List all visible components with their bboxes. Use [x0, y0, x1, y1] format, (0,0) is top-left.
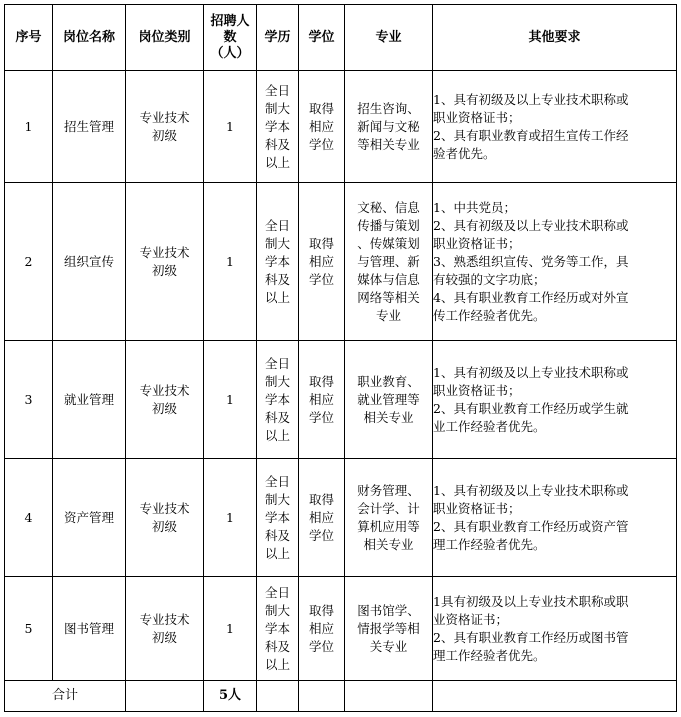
- total-row: [5, 681, 677, 712]
- empty-cell: [345, 681, 433, 712]
- degree-text: 取得相应学位: [308, 100, 334, 152]
- requirement-line: 验者优先。: [433, 145, 496, 161]
- major-line: 等相关专业: [357, 136, 420, 152]
- cell-post-type: [126, 183, 204, 341]
- cell-other-requirements: [433, 71, 677, 183]
- cell-post-name: 招生管理: [53, 71, 126, 183]
- requirement-line: 职业资格证书；: [433, 500, 521, 516]
- header-count-line: 数: [223, 29, 237, 45]
- requirement-line: 1具有初级及以上专业技术职称或职: [433, 593, 629, 609]
- requirement-line: 4、具有职业教育工作经历或对外宣: [433, 289, 629, 305]
- post-type-line: 专业技术: [139, 109, 190, 125]
- cell-seq: 2: [5, 183, 53, 341]
- post-type-line: 专业技术: [139, 500, 190, 516]
- major-line: 传播与策划: [357, 217, 420, 233]
- major-line: 财务管理、: [357, 482, 420, 498]
- education-text: 全日制大学本科及以上: [264, 584, 290, 672]
- major-line: 算机应用等: [357, 518, 420, 534]
- cell-degree: [299, 577, 345, 681]
- cell-post-name: 就业管理: [53, 341, 126, 459]
- empty-cell: [433, 681, 677, 712]
- table-row: [5, 183, 677, 341]
- total-count: 5人: [204, 681, 257, 712]
- cell-other-requirements: [433, 183, 677, 341]
- cell-other-requirements: [433, 341, 677, 459]
- post-type-line: 初级: [151, 400, 177, 416]
- cell-education: [257, 341, 299, 459]
- cell-major: [345, 183, 433, 341]
- education-text: 全日制大学本科及以上: [264, 82, 290, 170]
- requirement-line: 2、具有职业教育工作经历或资产管: [433, 518, 629, 534]
- major-line: 图书馆学、: [357, 602, 420, 618]
- requirement-line: 职业资格证书；: [433, 382, 521, 398]
- total-label: 合计: [5, 681, 126, 712]
- cell-degree: [299, 341, 345, 459]
- header-count-line: （人）: [210, 45, 250, 61]
- cell-count: 1: [204, 577, 257, 681]
- table-row: [5, 459, 677, 577]
- requirement-line: 理工作经验者优先。: [433, 536, 546, 552]
- requirement-line: 传工作经验者优先。: [433, 307, 546, 323]
- header-post-type: 岗位类别: [126, 5, 204, 71]
- header-major: 专业: [345, 5, 433, 71]
- requirement-line: 2、具有初级及以上专业技术职称或: [433, 217, 629, 233]
- cell-degree: [299, 183, 345, 341]
- header-count-line: 招聘人: [210, 13, 250, 29]
- requirement-line: 2、具有职业教育工作经历或图书管: [433, 629, 629, 645]
- requirement-line: 1、中共党员；: [433, 199, 516, 215]
- major-line: 会计学、计: [357, 500, 420, 516]
- header-degree: 学位: [299, 5, 345, 71]
- cell-education: [257, 71, 299, 183]
- cell-major: [345, 71, 433, 183]
- empty-cell: [126, 681, 204, 712]
- cell-degree: [299, 71, 345, 183]
- major-line: 网络等相关: [357, 289, 420, 305]
- table-row: [5, 341, 677, 459]
- cell-post-type: [126, 341, 204, 459]
- cell-seq: 4: [5, 459, 53, 577]
- requirement-line: 2、具有职业教育工作经历或学生就: [433, 400, 629, 416]
- major-line: 专业: [375, 307, 401, 323]
- cell-education: [257, 577, 299, 681]
- major-line: 、传媒策划: [357, 235, 420, 251]
- education-text: 全日制大学本科及以上: [264, 217, 290, 305]
- table-row: [5, 71, 677, 183]
- post-type-line: 初级: [151, 518, 177, 534]
- education-text: 全日制大学本科及以上: [264, 355, 290, 443]
- cell-education: [257, 459, 299, 577]
- cell-major: [345, 459, 433, 577]
- major-line: 职业教育、: [357, 373, 420, 389]
- header-post-name: 岗位名称: [53, 5, 126, 71]
- requirement-line: 3、熟悉组织宣传、党务等工作，具: [433, 253, 629, 269]
- major-line: 关专业: [369, 638, 408, 654]
- major-line: 与管理、新: [357, 253, 420, 269]
- cell-post-name: 组织宣传: [53, 183, 126, 341]
- cell-seq: 1: [5, 71, 53, 183]
- empty-cell: [257, 681, 299, 712]
- header-education: 学历: [257, 5, 299, 71]
- cell-count: 1: [204, 183, 257, 341]
- header-other: 其他要求: [433, 5, 677, 71]
- requirement-line: 1、具有初级及以上专业技术职称或: [433, 91, 629, 107]
- major-line: 就业管理等: [357, 391, 420, 407]
- cell-count: 1: [204, 341, 257, 459]
- degree-text: 取得相应学位: [308, 491, 334, 543]
- education-text: 全日制大学本科及以上: [264, 473, 290, 561]
- major-line: 情报学等相: [357, 620, 420, 636]
- cell-post-type: [126, 577, 204, 681]
- major-line: 文秘、信息: [357, 199, 420, 215]
- degree-text: 取得相应学位: [308, 235, 334, 287]
- major-line: 相关专业: [363, 536, 414, 552]
- post-type-line: 专业技术: [139, 611, 190, 627]
- degree-text: 取得相应学位: [308, 602, 334, 654]
- post-type-line: 初级: [151, 262, 177, 278]
- post-type-line: 初级: [151, 629, 177, 645]
- cell-post-name: 图书管理: [53, 577, 126, 681]
- header-row: [5, 5, 677, 71]
- cell-post-type: [126, 71, 204, 183]
- major-line: 媒体与信息: [357, 271, 420, 287]
- requirement-line: 职业资格证书；: [433, 109, 521, 125]
- requirement-line: 1、具有初级及以上专业技术职称或: [433, 364, 629, 380]
- requirement-line: 理工作经验者优先。: [433, 647, 546, 663]
- cell-education: [257, 183, 299, 341]
- cell-major: [345, 341, 433, 459]
- requirement-line: 有较强的文字功底；: [433, 271, 546, 287]
- post-type-line: 专业技术: [139, 244, 190, 260]
- degree-text: 取得相应学位: [308, 373, 334, 425]
- requirement-line: 职业资格证书；: [433, 235, 521, 251]
- cell-seq: 5: [5, 577, 53, 681]
- cell-post-type: [126, 459, 204, 577]
- table-row: [5, 577, 677, 681]
- cell-other-requirements: [433, 459, 677, 577]
- empty-cell: [299, 681, 345, 712]
- requirement-line: 业工作经验者优先。: [433, 418, 546, 434]
- major-line: 新闻与文秘: [357, 118, 420, 134]
- requirement-line: 1、具有初级及以上专业技术职称或: [433, 482, 629, 498]
- cell-post-name: 资产管理: [53, 459, 126, 577]
- post-type-line: 专业技术: [139, 382, 190, 398]
- major-line: 相关专业: [363, 409, 414, 425]
- major-line: 招生咨询、: [357, 100, 420, 116]
- cell-degree: [299, 459, 345, 577]
- cell-seq: 3: [5, 341, 53, 459]
- header-seq: 序号: [5, 5, 53, 71]
- requirement-line: 2、具有职业教育或招生宣传工作经: [433, 127, 629, 143]
- recruitment-table: [4, 4, 677, 712]
- post-type-line: 初级: [151, 127, 177, 143]
- requirement-line: 业资格证书；: [433, 611, 509, 627]
- cell-count: 1: [204, 71, 257, 183]
- header-count: [204, 5, 257, 71]
- cell-major: [345, 577, 433, 681]
- cell-count: 1: [204, 459, 257, 577]
- cell-other-requirements: [433, 577, 677, 681]
